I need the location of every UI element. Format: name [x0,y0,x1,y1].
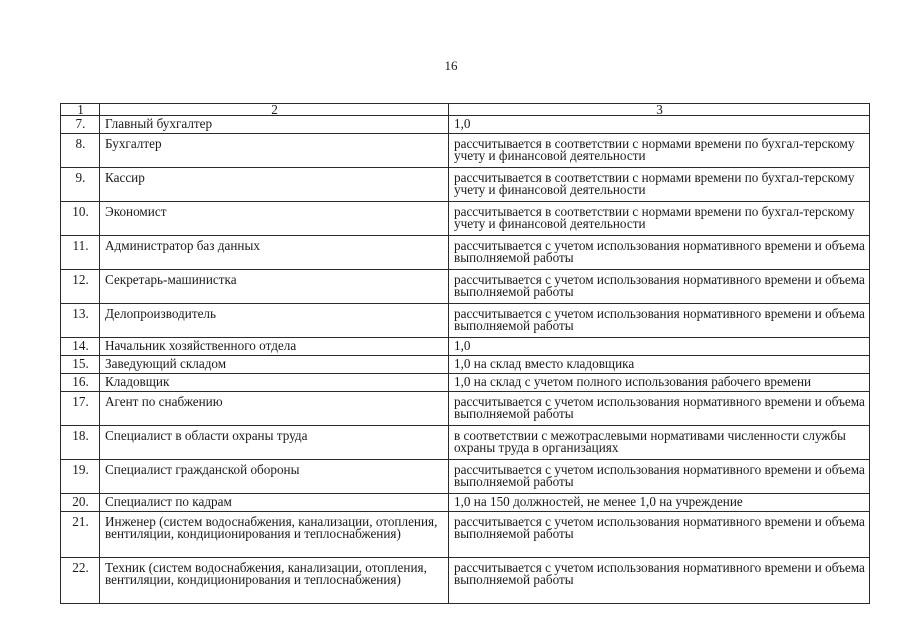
staffing-norm: рассчитывается в соответствии с нормами времени по бухгал-терскому учету и финансовой деятельности [449,202,870,236]
position-title: Техник (систем водоснабжения, канализации, отопления, вентиляции, кондиционирования и теплоснабжения) [100,558,449,604]
position-title: Администратор баз данных [100,236,449,270]
staffing-norm: рассчитывается с учетом использования нормативного времени и объема выполняемой работы [449,558,870,604]
row-number: 19. [61,460,100,494]
position-title: Специалист гражданской обороны [100,460,449,494]
staffing-norm: рассчитывается с учетом использования нормативного времени и объема выполняемой работы [449,512,870,558]
row-number: 17. [61,392,100,426]
row-number: 22. [61,558,100,604]
table-row [61,236,870,270]
header-cell-norm: 3 [449,104,870,116]
position-title: Агент по снабжению [100,392,449,426]
staffing-norm: рассчитывается в соответствии с нормами времени по бухгал-терскому учету и финансовой деятельности [449,168,870,202]
row-number: 8. [61,134,100,168]
staffing-norm: рассчитывается с учетом использования нормативного времени и объема выполняемой работы [449,270,870,304]
staffing-norm: рассчитывается с учетом использования нормативного времени и объема выполняемой работы [449,304,870,338]
staffing-norm: рассчитывается в соответствии с нормами времени по бухгал-терскому учету и финансовой деятельности [449,134,870,168]
position-title: Кассир [100,168,449,202]
position-title: Инженер (систем водоснабжения, канализации, отопления, вентиляции, кондиционирования и теплоснабжения) [100,512,449,558]
row-number: 7. [61,116,100,134]
position-title: Делопроизводитель [100,304,449,338]
table-row [61,168,870,202]
table-body [61,104,870,604]
position-title: Заведующий складом [100,356,449,374]
staffing-norm: рассчитывается с учетом использования нормативного времени и объема выполняемой работы [449,392,870,426]
row-number: 18. [61,426,100,460]
table-header-row [61,104,870,116]
row-number: 12. [61,270,100,304]
row-number: 14. [61,338,100,356]
position-title: Специалист по кадрам [100,494,449,512]
table-row [61,338,870,356]
staffing-norm: рассчитывается с учетом использования нормативного времени и объема выполняемой работы [449,460,870,494]
row-number: 15. [61,356,100,374]
row-number: 20. [61,494,100,512]
row-number: 11. [61,236,100,270]
position-title: Экономист [100,202,449,236]
table-row [61,494,870,512]
staffing-norm: 1,0 [449,338,870,356]
position-title: Специалист в области охраны труда [100,426,449,460]
staffing-norm: в соответствии с межотраслевыми нормативами численности службы охраны труда в организациях [449,426,870,460]
table-row [61,134,870,168]
staffing-norm: 1,0 на 150 должностей, не менее 1,0 на учреждение [449,494,870,512]
row-number: 9. [61,168,100,202]
table-row [61,374,870,392]
table-row [61,392,870,426]
header-cell-position: 2 [100,104,449,116]
row-number: 10. [61,202,100,236]
table-row [61,512,870,558]
header-cell-number: 1 [61,104,100,116]
row-number: 21. [61,512,100,558]
table-row [61,304,870,338]
table-row [61,202,870,236]
row-number: 13. [61,304,100,338]
position-title: Главный бухгалтер [100,116,449,134]
row-number: 16. [61,374,100,392]
position-title: Бухгалтер [100,134,449,168]
page-number: 16 [444,58,458,73]
staffing-norm: 1,0 на склад с учетом полного использования рабочего времени [449,374,870,392]
table-row [61,460,870,494]
position-title: Секретарь-машинистка [100,270,449,304]
table-row [61,558,870,604]
table-row [61,426,870,460]
staffing-norms-table [60,103,870,604]
staffing-norm: 1,0 [449,116,870,134]
staffing-norm: 1,0 на склад вместо кладовщика [449,356,870,374]
table-row [61,270,870,304]
position-title: Кладовщик [100,374,449,392]
position-title: Начальник хозяйственного отдела [100,338,449,356]
table-row [61,356,870,374]
table-row [61,116,870,134]
staffing-norm: рассчитывается с учетом использования нормативного времени и объема выполняемой работы [449,236,870,270]
